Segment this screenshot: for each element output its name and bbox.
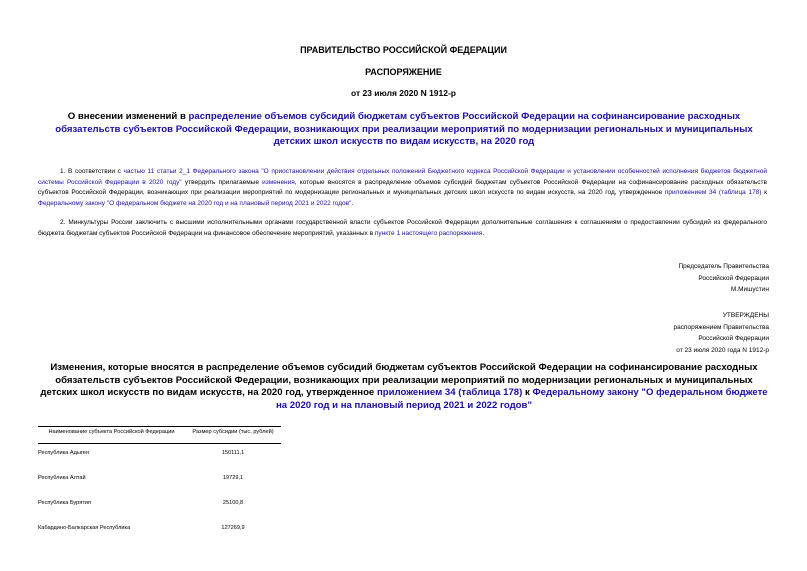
p2-clause-link[interactable]: пункте 1 настоящего распоряжения: [374, 229, 483, 237]
table-cell-subject: Республика Алтай: [38, 474, 86, 481]
p1-law-link[interactable]: частью 11 статьи 2_1 Федерального закона "О приостановлении действия отдельных положений Бюджетного кодекса Российской Федерации и установлении особенностей исполнения бюджетов бюджетной системы Российской Федерации в 2020 году": [38, 168, 768, 186]
p1-text-a: 1. В соответствии с: [60, 168, 124, 175]
table-row: [38, 469, 281, 494]
document-date-number: от 23 июля 2020 N 1912-р: [350, 88, 457, 98]
column-header-subject: Наименование субъекта Российской Федерации: [38, 427, 185, 444]
annex-title: [38, 362, 770, 412]
title-link[interactable]: распределение объемов субсидий бюджетам субъектов Российской Федерации на софинансирование расходных обязательств субъектов Российской Федерации, возникающих при реализации мероприятий по модернизации региональных и муниципальных детских школ искусств по видам искусств, на 2020 год: [55, 111, 753, 147]
approval-heading: УТВЕРЖДЕНЫ: [722, 312, 769, 319]
p1-text-e: .: [351, 199, 354, 207]
table-cell-amount: 19729,1: [222, 474, 244, 481]
p2-text-a: 2. Минкультуры России заключить с высшими исполнительными органами государственной власти субъектов Российской Федерации дополнительные соглашения к соглашениям о предоставлении субсидий из федерального бюджета бюджетам субъектов Российской Федерации на финансовое обеспечение мероприятий, указанных в: [38, 219, 767, 237]
table-cell-amount: 25100,8: [222, 499, 244, 506]
table-cell-amount: 150111,1: [221, 449, 245, 456]
p1-text-b: утвердить прилагаемые: [181, 178, 263, 186]
table-row: [38, 494, 281, 519]
title-text: О внесении изменений в: [67, 111, 189, 122]
table-cell-subject: Республика Бурятия: [38, 499, 91, 506]
annex-text-a: Изменения, которые вносятся в распределение объемов субсидий бюджетам субъектов Российской Федерации на софинансирование расходных обязательств субъектов Российской Федерации, возникающих при реализации мероприятий по модернизации региональных и муниципальных детских школ искусств по видам искусств, на 2020 год, утвержденное: [40, 362, 758, 398]
signature-country: Российской Федерации: [698, 274, 769, 282]
document-title: [38, 111, 770, 149]
p1-text-d: к: [761, 189, 767, 196]
table-cell-subject: Кабардино-Балкарская Республика: [38, 524, 131, 531]
table-row: [38, 443, 281, 469]
approval-line-3: Российской Федерации: [698, 335, 769, 342]
p1-appendix-link[interactable]: приложением 34 (таблица 178): [664, 189, 762, 196]
subsidy-table: [38, 426, 281, 544]
annex-budget-law-link[interactable]: Федеральному закону "О федеральном бюджете на 2020 год и на плановый период 2021 и 2022 годов": [275, 387, 768, 411]
document-type: РАСПОРЯЖЕНИЕ: [365, 67, 442, 77]
approval-line-2: распоряжением Правительства: [673, 323, 769, 331]
table-header-row: [38, 427, 281, 444]
p2-text-b: .: [482, 229, 485, 237]
table-row: [38, 519, 281, 544]
annex-text-b: к: [522, 387, 533, 398]
table-cell-subject: Республика Адыгея: [38, 449, 89, 456]
column-header-amount: Размер субсидии (тыс. рублей): [185, 427, 281, 444]
annex-appendix-link[interactable]: приложением 34 (таблица 178): [376, 387, 523, 398]
signature-name: М.Мишустин: [730, 286, 769, 293]
approval-date: от 23 июля 2020 года N 1912-р: [676, 346, 769, 354]
signature-block: [678, 261, 769, 296]
p1-changes-link[interactable]: изменения: [262, 178, 295, 186]
p1-text-c: , которые вносятся в распределение объемов субсидий бюджетам субъектов Российской Федерации на софинансирование расходных обязательств субъектов Российской Федерации, возникающих при реализации мероприятий по модернизации региональных и муниципальных детских школ искусств по видам искусств, на 2020 год, утвержденное: [38, 178, 767, 196]
paragraph-2: [38, 218, 767, 239]
p1-budget-law-link[interactable]: Федеральному закону "О федеральном бюджете на 2020 год и на плановый период 2021 и 2022 годов": [38, 199, 352, 207]
paragraph-1: [38, 167, 767, 209]
government-heading: ПРАВИТЕЛЬСТВО РОССИЙСКОЙ ФЕДЕРАЦИИ: [300, 45, 507, 55]
table-cell-amount: 127269,9: [221, 524, 245, 531]
approval-block: [674, 310, 769, 356]
signature-title: Председатель Правительства: [678, 263, 769, 270]
